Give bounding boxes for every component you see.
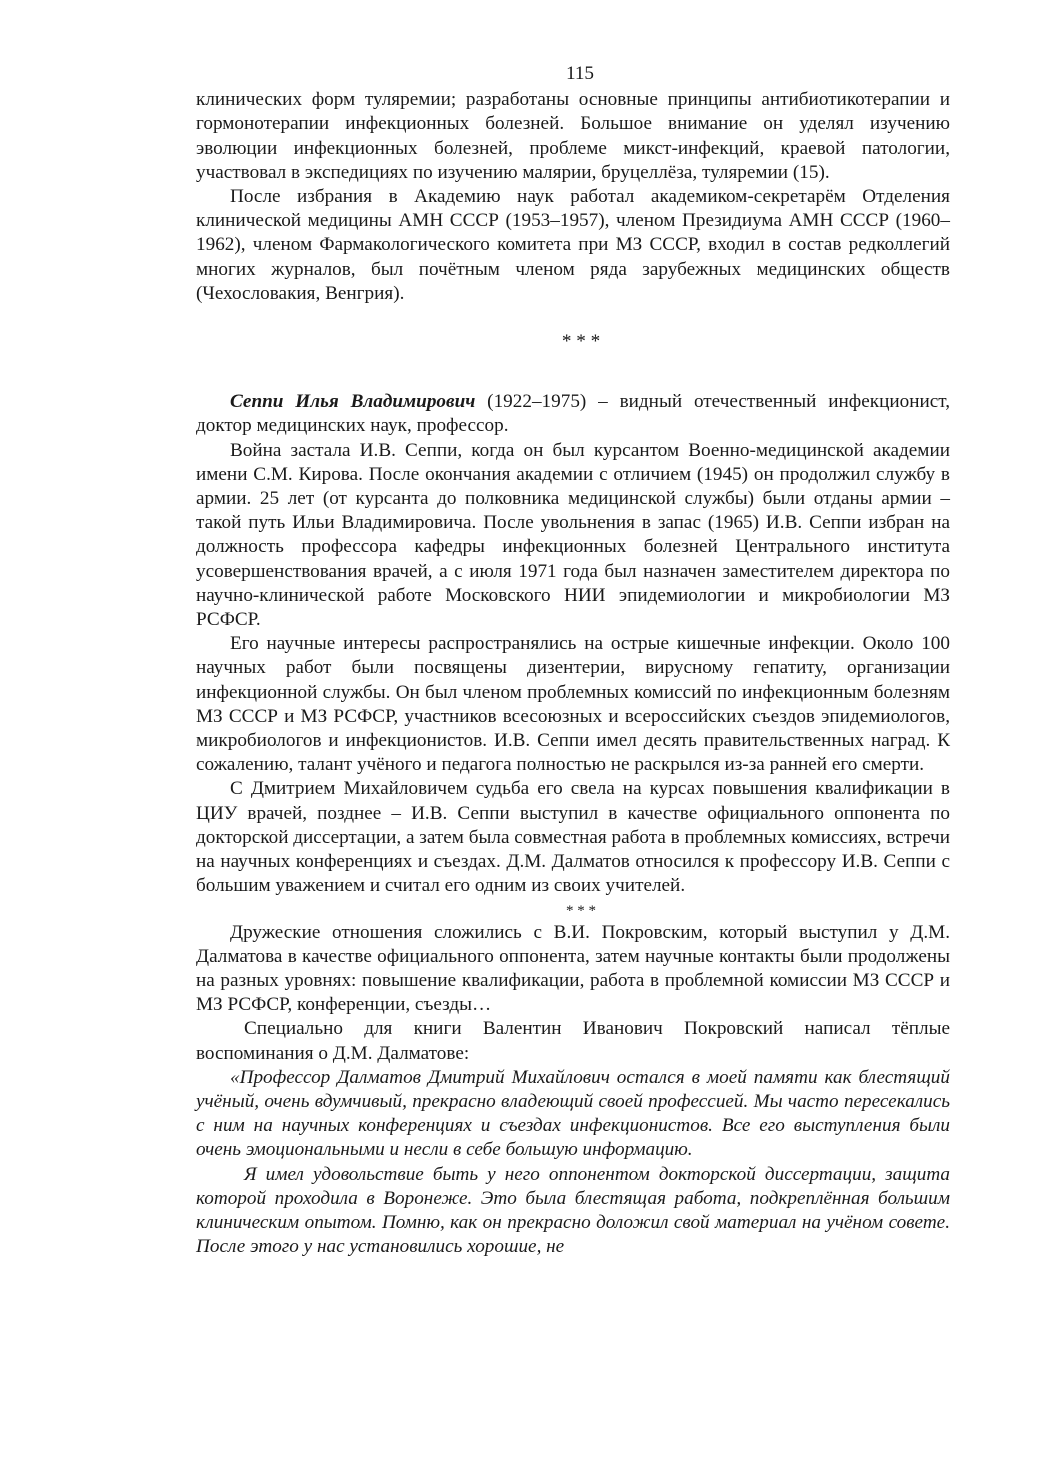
paragraph-seppi-war: Война застала И.В. Сеппи, когда он был курсантом Военно-медицинской академии имени С.М. Кирова. После окончания академии с отличием (1945) он продолжил службу в армии. 25 лет (от курсанта до полковника медицинской службы) были отданы армии – такой путь Ильи Владимировича. После увольнения в запас (1965) И.В. Сеппи избран на должность профессора кафедры инфекционных болезней Центрального института усовершенствования врачей, а с июля 1971 года был назначен заместителем директора по научно-клинической работе Московского НИИ эпидемиологии и микробиологии МЗ РСФСР. (196, 439, 950, 631)
section-separator: * * * (566, 902, 596, 919)
quote-paragraph: Я имел удовольствие быть у него оппонентом докторской диссертации, защита которой проходила в Воронеже. Это была блестящая работа, подкреплённая большим клиническим опытом. Помню, как он прекрасно доложил свой материал на учёном совете. После этого у нас установились хорошие, не (196, 1163, 950, 1258)
paragraph-pokrovsky-memoirs: Специально для книги Валентин Иванович Покровский написал тёплые воспоминания о Д.М. Далматове: (196, 1018, 950, 1064)
section-separator: * * * (561, 331, 601, 353)
paragraph-seppi-dalmatov: С Дмитрием Михайловичем судьба его свела на курсах повышения квалификации в ЦИУ врачей, позднее – И.В. Сеппи выступил в качестве официального оппонента по докторской диссертации, а затем была совместная работа в проблемных комиссиях, встречи на научных конференциях и съездах. Д.М. Далматов относился к профессору И.В. Сеппи с большим уважением и считал его одним из своих учителей. (196, 778, 950, 897)
quote-paragraph: «Профессор Далматов Дмитрий Михайлович остался в моей памяти как блестящий учёный, очень вдумчивый, прекрасно владеющий своей профессией. Мы часто пересекались с ним на научных конференциях и съездах инфекционистов. Все его выступления были очень эмоциональными и несли в себе большую информацию. (196, 1066, 950, 1161)
paragraph-seppi-intro (196, 390, 950, 438)
paragraph-pokrovsky: Дружеские отношения сложились с В.И. Покровским, который выступил у Д.М. Далматова в качестве официального оппонента, затем научные контакты были продолжены на разных уровнях: повышение квалификации, работа в проблемной комиссии МЗ СССР и МЗ РСФСР, конференции, съезды… (196, 921, 950, 1016)
paragraph-seppi-research: Его научные интересы распространялись на острые кишечные инфекции. Около 100 научных работ были посвящены дизентерии, вирусному гепатиту, организации инфекционной службы. Он был членом проблемных комиссий по инфекционным болезням МЗ СССР и МЗ РСФСР, участников всесоюзных и всероссийских съездов эпидемиологов, микробиологов и инфекционистов. И.В. Сеппи имел десять правительственных наград. К сожалению, талант учёного и педагога полностью не раскрылся из-за ранней его смерти. (196, 633, 950, 776)
paragraph-academy-career: После избрания в Академию наук работал академиком-секретарём Отделения клинической медицины АМН СССР (1953–1957), членом Президиума АМН СССР (1960–1962), членом Фармакологического комитета при МЗ СССР, входил в состав редколлегий многих журналов, был почётным членом ряда зарубежных медицинских обществ (Чехословакия, Венгрия). (196, 186, 950, 304)
page-number: 115 (565, 63, 595, 84)
seppi-name: Сеппи Илья Владимирович (230, 391, 476, 413)
paragraph-tularemia: клинических форм туляремии; разработаны основные принципы антибиотикотерапии и гормонотерапии инфекционных болезней. Большое внимание он уделял изучению эволюции инфекционных болезней, проблеме микст-инфекций, краевой патологии, участвовал в экспедициях по изучению малярии, бруцеллёза, туляремии (15). (196, 89, 950, 183)
document-page (196, 62, 950, 1259)
seppi-intro-text: (1922–1975) – видный отечественный инфекционист, доктор медицинских наук, профессор. (196, 391, 950, 437)
